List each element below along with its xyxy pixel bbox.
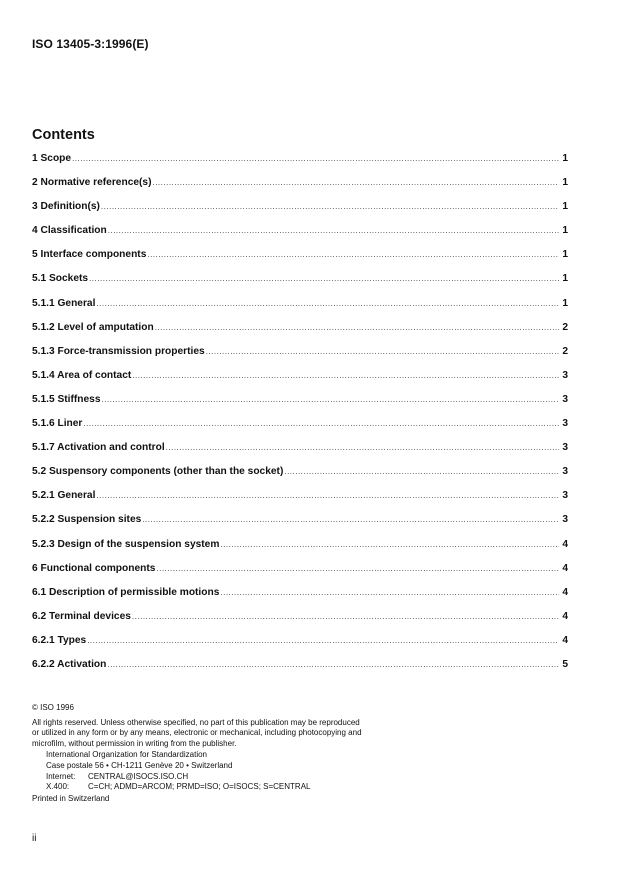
- toc-entry[interactable]: [32, 611, 568, 635]
- toc-dot-leader: [107, 659, 559, 670]
- toc-dot-leader: [87, 635, 559, 646]
- organization-address: Case postale 56 • CH-1211 Genève 20 • Switzerland: [46, 760, 233, 770]
- toc-entry-page: 1: [562, 225, 568, 237]
- toc-dot-leader: [108, 225, 559, 236]
- page-number: ii: [32, 833, 37, 844]
- toc-entry[interactable]: [32, 587, 568, 611]
- toc-entry-page: 1: [562, 177, 568, 189]
- toc-entry-label: 5.1.6 Liner: [32, 418, 83, 430]
- toc-dot-leader: [102, 394, 559, 405]
- rights-line-1: All rights reserved. Unless otherwise specified, no part of this publication may be reproduced: [32, 717, 360, 727]
- toc-entry-label: 5.1.3 Force-transmission properties: [32, 345, 205, 357]
- toc-entry[interactable]: [32, 322, 568, 346]
- x400-address: C=CH; ADMD=ARCOM; PRMD=ISO; O=ISOCS; S=CENTRAL: [88, 782, 311, 792]
- toc-entry-page: 1: [562, 153, 568, 164]
- toc-entry-label: 2 Normative reference(s): [32, 177, 152, 189]
- toc-entry-label: 5.1.4 Area of contact: [32, 369, 132, 381]
- toc-entry-label: 5.2.3 Design of the suspension system: [32, 538, 220, 550]
- toc-entry[interactable]: [32, 514, 568, 538]
- toc-entry-label: 5.1.2 Level of amputation: [32, 321, 154, 333]
- contents-heading: Contents: [32, 127, 95, 143]
- toc-entry-label: 6.2.1 Types: [32, 634, 87, 646]
- toc-entry[interactable]: [32, 273, 568, 297]
- toc-entry-label: 5.1 Sockets: [32, 273, 89, 285]
- toc-dot-leader: [147, 249, 559, 260]
- toc-dot-leader: [96, 298, 559, 309]
- toc-dot-leader: [132, 611, 559, 622]
- organization-name: International Organization for Standardization: [46, 750, 207, 760]
- toc-entry-page: 4: [562, 610, 568, 622]
- toc-entry[interactable]: [32, 370, 568, 394]
- rights-line-3: microfilm, without permission in writing from the publisher.: [32, 738, 237, 748]
- toc-entry-label: 5.1.7 Activation and control: [32, 442, 165, 454]
- toc-entry-label: 6 Functional components: [32, 562, 156, 574]
- organization-block: [46, 750, 412, 792]
- toc-entry-page: 3: [562, 418, 568, 430]
- printed-in: Printed in Switzerland: [32, 793, 110, 803]
- toc-entry-label: 1 Scope: [32, 153, 72, 164]
- toc-entry-page: 3: [562, 490, 568, 502]
- document-identifier: ISO 13405-3:1996(E): [32, 37, 149, 51]
- toc-entry-page: 3: [562, 466, 568, 478]
- toc-entry-page: 4: [562, 634, 568, 646]
- toc-entry[interactable]: [32, 249, 568, 273]
- toc-entry-page: 1: [562, 249, 568, 261]
- toc-entry[interactable]: [32, 298, 568, 322]
- toc-entry[interactable]: [32, 225, 568, 249]
- toc-entry-page: 3: [562, 393, 568, 405]
- toc-entry-page: 5: [562, 658, 568, 670]
- toc-entry[interactable]: [32, 635, 568, 659]
- toc-dot-leader: [156, 563, 559, 574]
- toc-dot-leader: [142, 514, 559, 525]
- toc-entry[interactable]: [32, 153, 568, 177]
- x400-label: X.400:: [46, 782, 70, 792]
- toc-dot-leader: [83, 418, 559, 429]
- toc-entry[interactable]: [32, 346, 568, 370]
- toc-dot-leader: [284, 466, 559, 477]
- toc-entry-label: 6.2.2 Activation: [32, 658, 107, 670]
- toc-entry-page: 3: [562, 442, 568, 454]
- toc-entry-page: 3: [562, 369, 568, 381]
- toc-dot-leader: [96, 490, 559, 501]
- toc-dot-leader: [206, 346, 559, 357]
- internet-address: CENTRAL@ISOCS.ISO.CH: [88, 771, 189, 781]
- toc-entry-label: 5.2.2 Suspension sites: [32, 514, 142, 526]
- toc-entry[interactable]: [32, 201, 568, 225]
- toc-dot-leader: [152, 177, 559, 188]
- toc-entry-label: 6.1 Description of permissible motions: [32, 586, 220, 598]
- toc-entry[interactable]: [32, 539, 568, 563]
- toc-dot-leader: [132, 370, 559, 381]
- toc-entry-page: 1: [562, 273, 568, 285]
- toc-dot-leader: [220, 587, 559, 598]
- toc-dot-leader: [155, 322, 559, 333]
- toc-entry-label: 6.2 Terminal devices: [32, 610, 131, 622]
- copyright-symbol-line: © ISO 1996: [32, 703, 74, 712]
- toc-entry-page: 4: [562, 562, 568, 574]
- toc-entry[interactable]: [32, 563, 568, 587]
- toc-entry-page: 2: [562, 345, 568, 357]
- toc-entry-page: 1: [562, 201, 568, 213]
- toc-dot-leader: [101, 201, 559, 212]
- toc-entry-label: 4 Classification: [32, 225, 107, 237]
- toc-entry-page: 1: [562, 297, 568, 309]
- toc-entry-label: 5 Interface components: [32, 249, 147, 261]
- toc-entry-label: 5.2 Suspensory components (other than the socket): [32, 466, 284, 478]
- toc-dot-leader: [72, 153, 559, 164]
- toc-entry[interactable]: [32, 394, 568, 418]
- toc-dot-leader: [220, 539, 559, 550]
- toc-entry[interactable]: [32, 659, 568, 683]
- x400-line: [46, 782, 412, 793]
- toc-dot-leader: [89, 273, 559, 284]
- internet-label: Internet:: [46, 771, 76, 781]
- internet-line: [46, 772, 412, 783]
- toc-entry-label: 3 Definition(s): [32, 201, 100, 213]
- toc-entry[interactable]: [32, 442, 568, 466]
- table-of-contents: [32, 153, 568, 683]
- toc-entry-label: 5.1.1 General: [32, 297, 96, 309]
- toc-entry[interactable]: [32, 177, 568, 201]
- toc-entry-page: 2: [562, 321, 568, 333]
- toc-entry-page: 3: [562, 514, 568, 526]
- toc-entry[interactable]: [32, 418, 568, 442]
- rights-line-2: or utilized in any form or by any means, electronic or mechanical, including photocopying and: [32, 728, 362, 738]
- copyright-notice: [32, 703, 412, 804]
- toc-dot-leader: [166, 442, 559, 453]
- toc-entry[interactable]: [32, 466, 568, 490]
- toc-entry[interactable]: [32, 490, 568, 514]
- toc-entry-label: 5.1.5 Stiffness: [32, 393, 101, 405]
- toc-entry-label: 5.2.1 General: [32, 490, 96, 502]
- toc-entry-page: 4: [562, 586, 568, 598]
- toc-entry-page: 4: [562, 538, 568, 550]
